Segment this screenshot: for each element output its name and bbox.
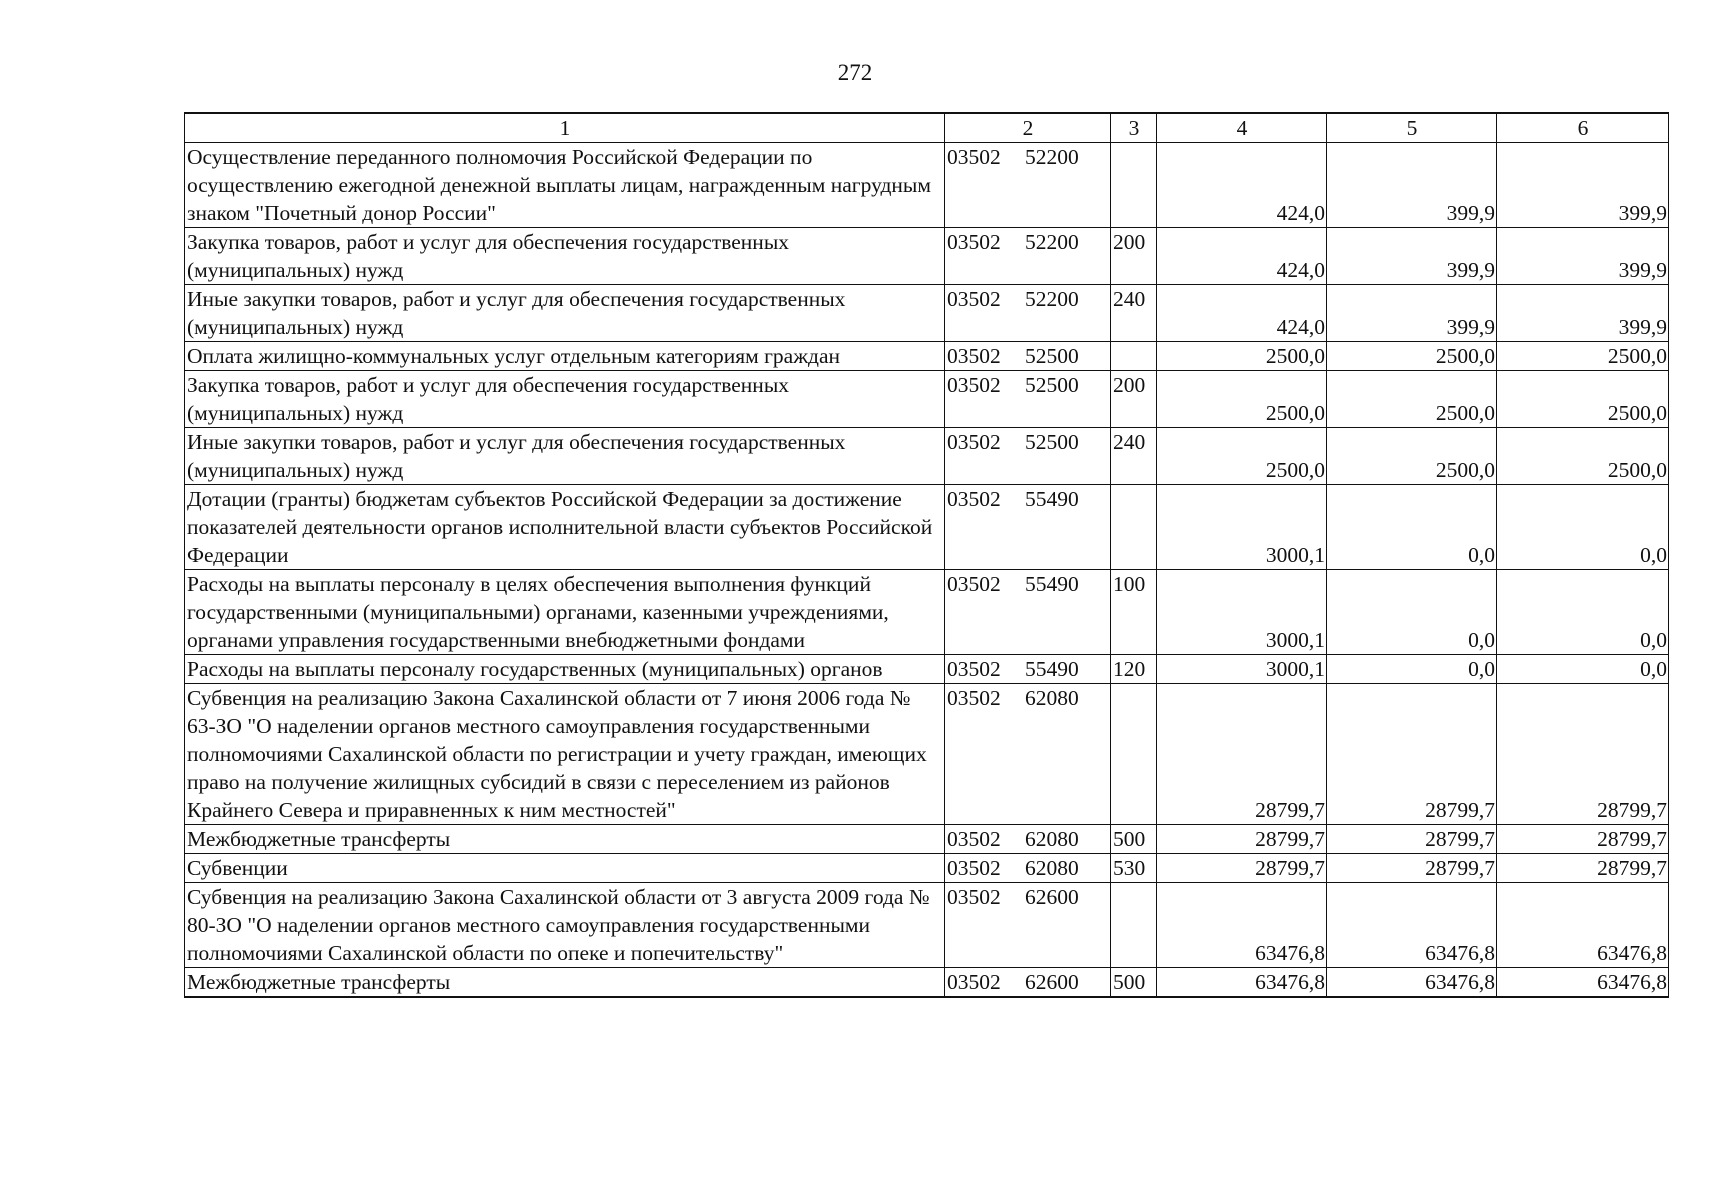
row-code-cell: [945, 228, 1111, 285]
row-amount-5: 2500,0: [1327, 342, 1497, 371]
row-name-cell: Осуществление переданного полномочия Российской Федерации по осуществлению ежегодной денежной выплаты лицам, награжденным нагрудным знаком "Почетный донор России": [185, 143, 945, 228]
row-name-cell: Закупка товаров, работ и услуг для обеспечения государственных (муниципальных) нужд: [185, 228, 945, 285]
header-cell: 6: [1497, 113, 1669, 143]
row-amount-5: 399,9: [1327, 143, 1497, 228]
program-code: 03502: [947, 827, 1001, 851]
direction-code: 52500: [1025, 344, 1079, 368]
page-number: 272: [837, 60, 873, 85]
row-name-cell: Иные закупки товаров, работ и услуг для обеспечения государственных (муниципальных) нужд: [185, 285, 945, 342]
row-code-cell: [945, 825, 1111, 854]
row-expense-type-cell: [1111, 485, 1157, 570]
direction-code: 62080: [1025, 686, 1079, 710]
row-code-cell: [945, 143, 1111, 228]
row-name-cell: Субвенция на реализацию Закона Сахалинской области от 3 августа 2009 года № 80-ЗО "О наделении органов местного самоуправления государственными полномочиями Сахалинской области по опеке и попечительству": [185, 883, 945, 968]
row-amount-5: 2500,0: [1327, 371, 1497, 428]
table-row: [185, 485, 1669, 570]
row-name-cell: Межбюджетные трансферты: [185, 825, 945, 854]
row-amount-4: 3000,1: [1157, 655, 1327, 684]
row-amount-6: 2500,0: [1497, 371, 1669, 428]
table-row: [185, 371, 1669, 428]
row-amount-4: 28799,7: [1157, 684, 1327, 825]
header-cell: 4: [1157, 113, 1327, 143]
row-code-cell: [945, 684, 1111, 825]
row-amount-6: 63476,8: [1497, 968, 1669, 998]
direction-code: 52200: [1025, 287, 1079, 311]
row-amount-6: 0,0: [1497, 485, 1669, 570]
program-code: 03502: [947, 856, 1001, 880]
row-amount-6: 399,9: [1497, 228, 1669, 285]
row-amount-6: 399,9: [1497, 285, 1669, 342]
row-amount-4: 424,0: [1157, 285, 1327, 342]
row-amount-4: 2500,0: [1157, 371, 1327, 428]
program-code: 03502: [947, 885, 1001, 909]
row-expense-type-cell: [1111, 143, 1157, 228]
row-amount-6: 28799,7: [1497, 854, 1669, 883]
header-cell: 1: [185, 113, 945, 143]
table-row: [185, 428, 1669, 485]
table-row: [185, 968, 1669, 998]
row-code-cell: [945, 485, 1111, 570]
row-expense-type-cell: 500: [1111, 968, 1157, 998]
direction-code: 62080: [1025, 856, 1079, 880]
table-row: [185, 143, 1669, 228]
row-amount-6: 0,0: [1497, 570, 1669, 655]
row-expense-type-cell: 240: [1111, 285, 1157, 342]
row-amount-6: 28799,7: [1497, 684, 1669, 825]
header-cell: 3: [1111, 113, 1157, 143]
program-code: 03502: [947, 572, 1001, 596]
direction-code: 55490: [1025, 487, 1079, 511]
row-code-cell: [945, 570, 1111, 655]
row-amount-4: 28799,7: [1157, 854, 1327, 883]
table-row: [185, 570, 1669, 655]
table-row: [185, 228, 1669, 285]
table-row: [185, 854, 1669, 883]
row-amount-5: 399,9: [1327, 285, 1497, 342]
row-amount-6: 0,0: [1497, 655, 1669, 684]
row-amount-5: 63476,8: [1327, 883, 1497, 968]
row-amount-5: 0,0: [1327, 570, 1497, 655]
direction-code: 55490: [1025, 657, 1079, 681]
program-code: 03502: [947, 657, 1001, 681]
direction-code: 62080: [1025, 827, 1079, 851]
row-amount-4: 3000,1: [1157, 570, 1327, 655]
row-name-cell: Дотации (гранты) бюджетам субъектов Российской Федерации за достижение показателей деятельности органов исполнительной власти субъектов Российской Федерации: [185, 485, 945, 570]
row-name-cell: Расходы на выплаты персоналу государственных (муниципальных) органов: [185, 655, 945, 684]
row-name-cell: Оплата жилищно-коммунальных услуг отдельным категориям граждан: [185, 342, 945, 371]
direction-code: 52500: [1025, 430, 1079, 454]
row-amount-5: 28799,7: [1327, 854, 1497, 883]
row-amount-5: 0,0: [1327, 485, 1497, 570]
row-expense-type-cell: 100: [1111, 570, 1157, 655]
row-name-cell: Закупка товаров, работ и услуг для обеспечения государственных (муниципальных) нужд: [185, 371, 945, 428]
row-expense-type-cell: 120: [1111, 655, 1157, 684]
row-amount-6: 2500,0: [1497, 342, 1669, 371]
table-row: [185, 825, 1669, 854]
row-amount-5: 28799,7: [1327, 684, 1497, 825]
direction-code: 55490: [1025, 572, 1079, 596]
table-row: [185, 883, 1669, 968]
row-amount-4: 3000,1: [1157, 485, 1327, 570]
row-amount-6: 28799,7: [1497, 825, 1669, 854]
row-expense-type-cell: [1111, 883, 1157, 968]
row-amount-4: 424,0: [1157, 228, 1327, 285]
row-amount-4: 2500,0: [1157, 342, 1327, 371]
direction-code: 52500: [1025, 373, 1079, 397]
row-name-cell: Расходы на выплаты персоналу в целях обеспечения выполнения функций государственными (муниципальными) органами, казенными учреждениями, органами управления государственными внебюджетными фондами: [185, 570, 945, 655]
row-amount-5: 63476,8: [1327, 968, 1497, 998]
row-amount-4: 63476,8: [1157, 883, 1327, 968]
direction-code: 52200: [1025, 230, 1079, 254]
row-amount-4: 28799,7: [1157, 825, 1327, 854]
row-expense-type-cell: 200: [1111, 228, 1157, 285]
direction-code: 52200: [1025, 145, 1079, 169]
program-code: 03502: [947, 230, 1001, 254]
row-amount-6: 399,9: [1497, 143, 1669, 228]
row-expense-type-cell: 240: [1111, 428, 1157, 485]
program-code: 03502: [947, 970, 1001, 994]
row-code-cell: [945, 968, 1111, 998]
row-expense-type-cell: [1111, 342, 1157, 371]
row-expense-type-cell: 500: [1111, 825, 1157, 854]
row-code-cell: [945, 371, 1111, 428]
row-name-cell: Иные закупки товаров, работ и услуг для обеспечения государственных (муниципальных) нужд: [185, 428, 945, 485]
row-expense-type-cell: 530: [1111, 854, 1157, 883]
program-code: 03502: [947, 487, 1001, 511]
direction-code: 62600: [1025, 885, 1079, 909]
row-code-cell: [945, 883, 1111, 968]
table-row: [185, 684, 1669, 825]
table-row: [185, 655, 1669, 684]
row-amount-5: 28799,7: [1327, 825, 1497, 854]
row-amount-5: 399,9: [1327, 228, 1497, 285]
row-amount-6: 2500,0: [1497, 428, 1669, 485]
row-amount-5: 2500,0: [1327, 428, 1497, 485]
row-name-cell: Межбюджетные трансферты: [185, 968, 945, 998]
row-amount-4: 2500,0: [1157, 428, 1327, 485]
program-code: 03502: [947, 344, 1001, 368]
row-code-cell: [945, 428, 1111, 485]
row-expense-type-cell: [1111, 684, 1157, 825]
direction-code: 62600: [1025, 970, 1079, 994]
row-amount-4: 424,0: [1157, 143, 1327, 228]
row-expense-type-cell: 200: [1111, 371, 1157, 428]
row-name-cell: Субвенция на реализацию Закона Сахалинской области от 7 июня 2006 года № 63-ЗО "О наделении органов местного самоуправления государственными полномочиями Сахалинской области по регистрации и учету граждан, имеющих право на получение жилищных субсидий в связи с переселением из районов Крайнего Севера и приравненных к ним местностей": [185, 684, 945, 825]
row-code-cell: [945, 655, 1111, 684]
header-cell: 5: [1327, 113, 1497, 143]
program-code: 03502: [947, 430, 1001, 454]
table-row: [185, 285, 1669, 342]
row-code-cell: [945, 285, 1111, 342]
program-code: 03502: [947, 145, 1001, 169]
program-code: 03502: [947, 287, 1001, 311]
row-code-cell: [945, 342, 1111, 371]
row-name-cell: Субвенции: [185, 854, 945, 883]
row-code-cell: [945, 854, 1111, 883]
program-code: 03502: [947, 686, 1001, 710]
row-amount-6: 63476,8: [1497, 883, 1669, 968]
header-cell: 2: [945, 113, 1111, 143]
budget-table: [184, 112, 1669, 998]
header-row: [185, 113, 1669, 143]
table-row: [185, 342, 1669, 371]
row-amount-4: 63476,8: [1157, 968, 1327, 998]
row-amount-5: 0,0: [1327, 655, 1497, 684]
program-code: 03502: [947, 373, 1001, 397]
